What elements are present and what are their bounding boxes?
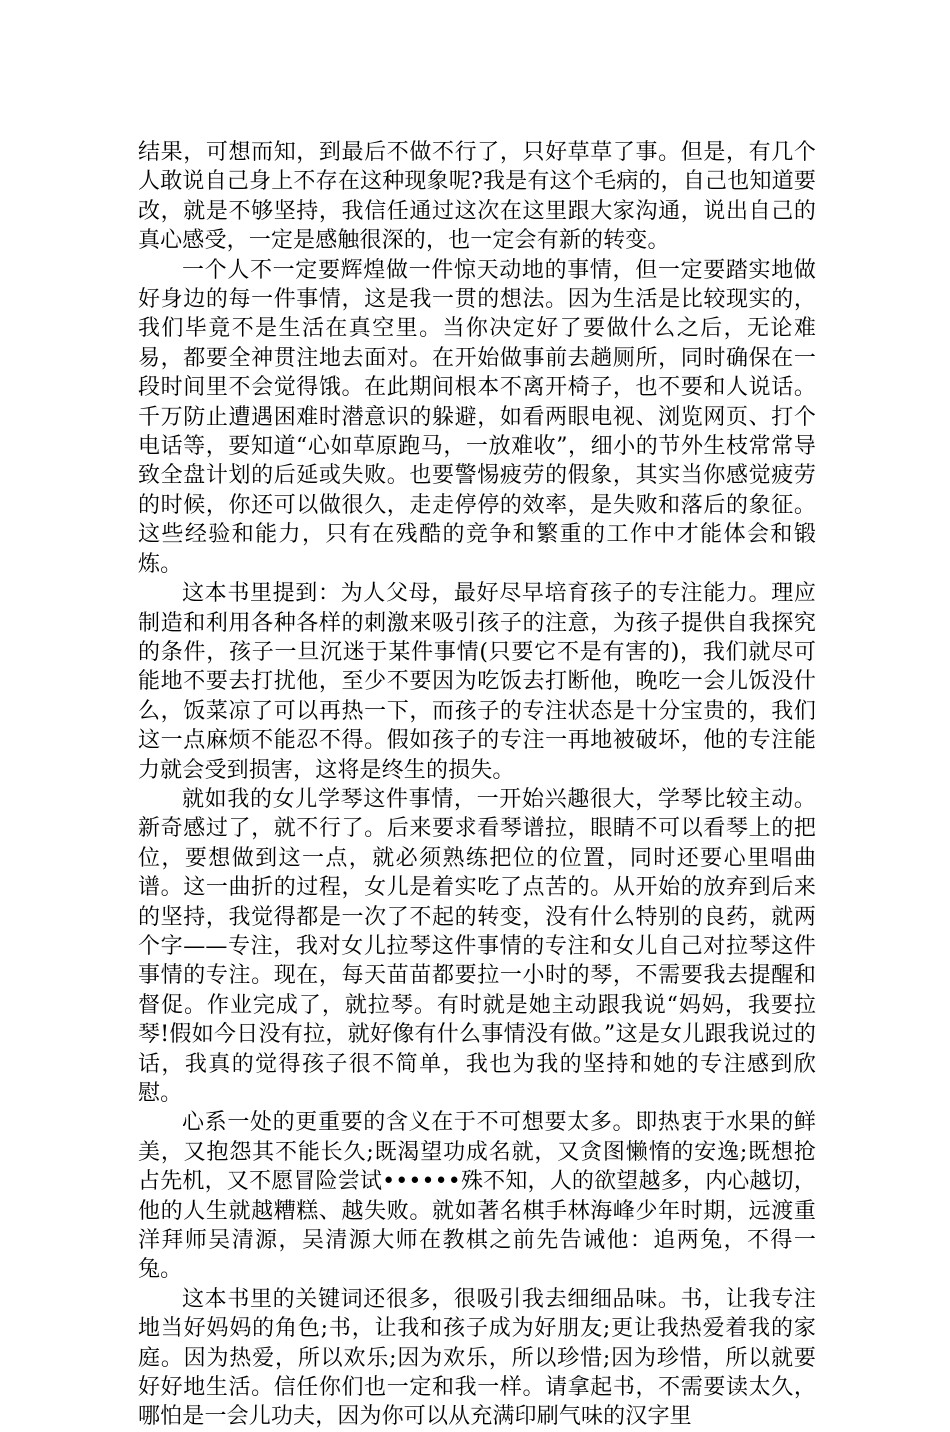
paragraph-2: 一个人不一定要辉煌做一件惊天动地的事情，但一定要踏实地做好身边的每一件事情，这是我一贯的想法。因为生活是比较现实的，我们毕竟不是生活在真空里。当你决定好了要做什么之后，无论难易，都要全神贯注地去面对。在开始做事前去趟厕所，同时确保在一段时间里不会觉得饿。在此期间根本不离开椅子，也不要和人说话。千万防止遭遇困难时潜意识的躲避，如看两眼电视、浏览网页、打个电话等，要知道“心如草原跑马，一放难收”，细小的节外生枝常常导致全盘计划的后延或失败。也要警惕疲劳的假象，其实当你感觉疲劳的时候，你还可以做很久，走走停停的效率，是失败和落后的象征。这些经验和能力，只有在残酷的竞争和繁重的工作中才能体会和锻炼。 <box>138 257 816 577</box>
paragraph-3: 这本书里提到：为人父母，最好尽早培育孩子的专注能力。理应制造和利用各种各样的刺激来吸引孩子的注意，为孩子提供自我探究的条件，孩子一旦沉迷于某件事情(只要它不是有害的)，我们就尽可能地不要去打扰他，至少不要因为吃饭去打断他，晚吃一会儿饭没什么，饭菜凉了可以再热一下，而孩子的专注状态是十分宝贵的，我们这一点麻烦不能忍不得。假如孩子的专注一再地被破坏，他的专注能力就会受到损害，这将是终生的损失。 <box>138 581 816 783</box>
document-page <box>138 138 816 1432</box>
paragraph-5: 心系一处的更重要的含义在于不可想要太多。即热衷于水果的鲜美，又抱怨其不能长久;既渴望功成名就，又贪图懒惰的安逸;既想抢占先机，又不愿冒险尝试••••••殊不知，人的欲望越多，内心越切，他的人生就越糟糕、越失败。就如著名棋手林海峰少年时期，远渡重洋拜师吴清源，吴清源大师在教棋之前先告诫他：追两兔，不得一兔。 <box>138 1110 816 1283</box>
paragraph-6: 这本书里的关键词还很多，很吸引我去细细品味。书，让我专注地当好妈妈的角色;书，让我和孩子成为好朋友;更让我热爱着我的家庭。因为热爱，所以欢乐;因为欢乐，所以珍惜;因为珍惜，所以就要好好地生活。信任你们也一定和我一样。请拿起书，不需要读太久，哪怕是一会儿功夫，因为你可以从充满印刷气味的汉字里 <box>138 1286 816 1430</box>
paragraph-4: 就如我的女儿学琴这件事情，一开始兴趣很大，学琴比较主动。新奇感过了，就不行了。后来要求看琴谱拉，眼睛不可以看琴上的把位，要想做到这一点，就必须熟练把位的位置，同时还要心里唱曲谱。这一曲折的过程，女儿是着实吃了点苦的。从开始的放弃到后来的坚持，我觉得都是一次了不起的转变，没有什么特别的良药，就两个字——专注，我对女儿拉琴这件事情的专注和女儿自己对拉琴这件事情的专注。现在，每天苗苗都要拉一小时的琴，不需要我去提醒和督促。作业完成了，就拉琴。有时就是她主动跟我说“妈妈，我要拉琴!假如今日没有拉，就好像有什么事情没有做。”这是女儿跟我说过的话，我真的觉得孩子很不简单，我也为我的坚持和她的专注感到欣慰。 <box>138 786 816 1106</box>
paragraph-1: 结果，可想而知，到最后不做不行了，只好草草了事。但是，有几个人敢说自己身上不存在这种现象呢?我是有这个毛病的，自己也知道要改，就是不够坚持，我信任通过这次在这里跟大家沟通，说出自己的真心感受，一定是感触很深的，也一定会有新的转变。 <box>138 140 816 254</box>
